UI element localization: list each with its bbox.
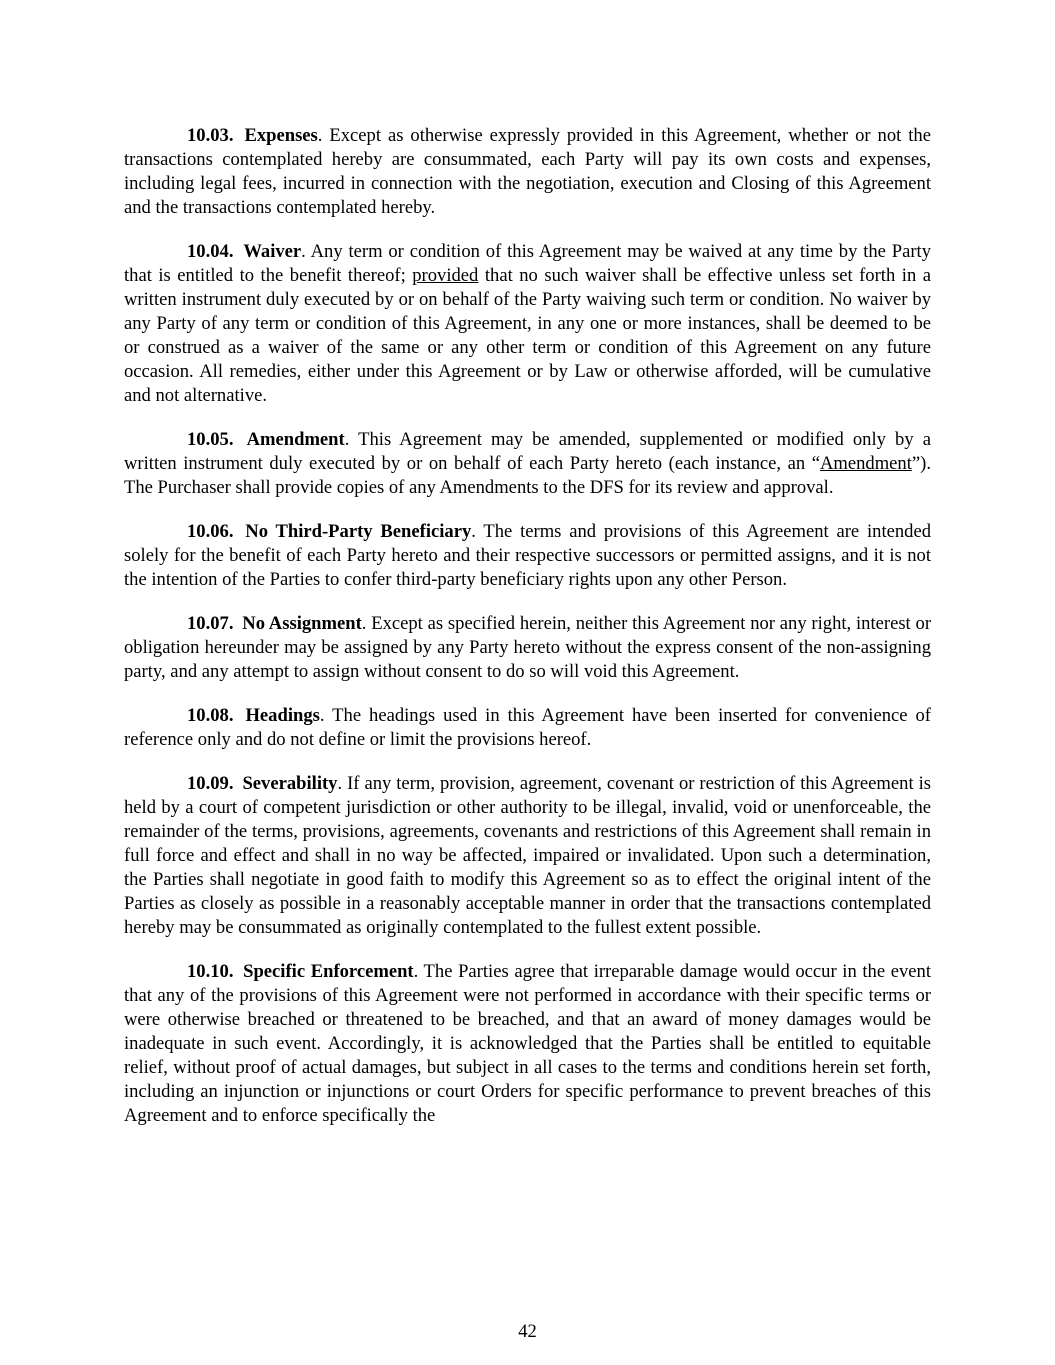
section-number: 10.06.: [187, 521, 234, 542]
section-heading: No Assignment: [242, 613, 362, 634]
section-heading: Severability: [242, 773, 338, 794]
section-number: 10.07.: [187, 613, 234, 634]
section-text: . The Parties agree that irreparable damage would occur in the event that any of the provisions of this Agreement were not performed in accordance with their specific terms or were otherwise breached or threatened to be breached, and that an award of money damages would be inadequate in such event. Accordingly, it is acknowledged that the Parties shall be entitled to equitable relief, without proof of actual damages, but subject in all cases to the terms and conditions herein set forth, including an injunction or injunctions or court Orders for specific performance to prevent breaches of this Agreement and to enforce specifically the: [124, 961, 931, 1126]
section-text: . Any term or condition of this Agreement may be waived at any time by the Party that is entitled to the benefit thereof;: [124, 241, 931, 286]
section-number: 10.09.: [187, 773, 234, 794]
section-number: 10.04.: [187, 241, 234, 262]
section-10-06: [124, 520, 931, 592]
section-10-10: [124, 960, 931, 1128]
section-10-03: [124, 124, 931, 220]
underlined-term: Amendment: [819, 453, 912, 474]
section-text: . This Agreement may be amended, supplemented or modified only by a written instrument duly executed by or on behalf of each Party hereto (each instance, an “: [124, 429, 931, 474]
section-10-07: [124, 612, 931, 684]
document-page: [124, 124, 931, 1148]
section-heading: Waiver: [243, 241, 302, 262]
section-text: . If any term, provision, agreement, covenant or restriction of this Agreement is held by a court of competent jurisdiction or other authority to be illegal, invalid, void or unenforceable, the remainder of the terms, provisions, agreements, covenants and restrictions of this Agreement shall remain in full force and effect and shall in no way be affected, impaired or invalidated. Upon such a determination, the Parties shall negotiate in good faith to modify this Agreement so as to effect the original intent of the Parties as closely as possible in a reasonably acceptable manner in order that the transactions contemplated hereby may be consummated as originally contemplated to the fullest extent possible.: [124, 773, 931, 938]
page-number: 42: [518, 1321, 537, 1342]
section-text: . The terms and provisions of this Agreement are intended solely for the benefit of each Party hereto and their respective successors or permitted assigns, and it is not the intention of the Parties to confer third-party beneficiary rights upon any other Person.: [124, 521, 932, 590]
section-text: that no such waiver shall be effective unless set forth in a written instrument duly executed by or on behalf of the Party waiving such term or condition. No waiver by any Party of any term or condition of this Agreement, in any one or more instances, shall be deemed to be or construed as a waiver of the same or any other term or condition of this Agreement on any future occasion. All remedies, either under this Agreement or by Law or otherwise afforded, will be cumulative and not alternative.: [124, 265, 932, 406]
section-heading: Expenses: [244, 125, 318, 146]
section-text: ”). The Purchaser shall provide copies of any Amendments to the DFS for its review and approval.: [124, 453, 931, 498]
section-heading: Amendment: [246, 429, 345, 450]
section-text: . Except as otherwise expressly provided in this Agreement, whether or not the transactions contemplated hereby are consummated, each Party will pay its own costs and expenses, including legal fees, incurred in connection with the negotiation, execution and Closing of this Agreement and the transactions contemplated hereby.: [124, 125, 931, 218]
section-text: . Except as specified herein, neither this Agreement nor any right, interest or obligation hereunder may be assigned by any Party hereto without the express consent of the non-assigning party, and any attempt to assign without consent to do so will void this Agreement.: [124, 613, 932, 682]
section-text: . The headings used in this Agreement have been inserted for convenience of reference only and do not define or limit the provisions hereof.: [124, 705, 931, 750]
section-number: 10.10.: [187, 961, 234, 982]
section-heading: Specific Enforcement: [243, 961, 414, 982]
section-10-08: [124, 704, 931, 752]
section-10-09: [124, 772, 931, 940]
section-number: 10.03.: [187, 125, 234, 146]
section-heading: Headings: [245, 705, 320, 726]
section-number: 10.08.: [187, 705, 234, 726]
section-10-04: [124, 240, 931, 408]
underlined-term: provided: [412, 265, 479, 286]
section-number: 10.05.: [187, 429, 234, 450]
section-heading: No Third-Party Beneficiary: [245, 521, 472, 542]
section-10-05: [124, 428, 931, 500]
